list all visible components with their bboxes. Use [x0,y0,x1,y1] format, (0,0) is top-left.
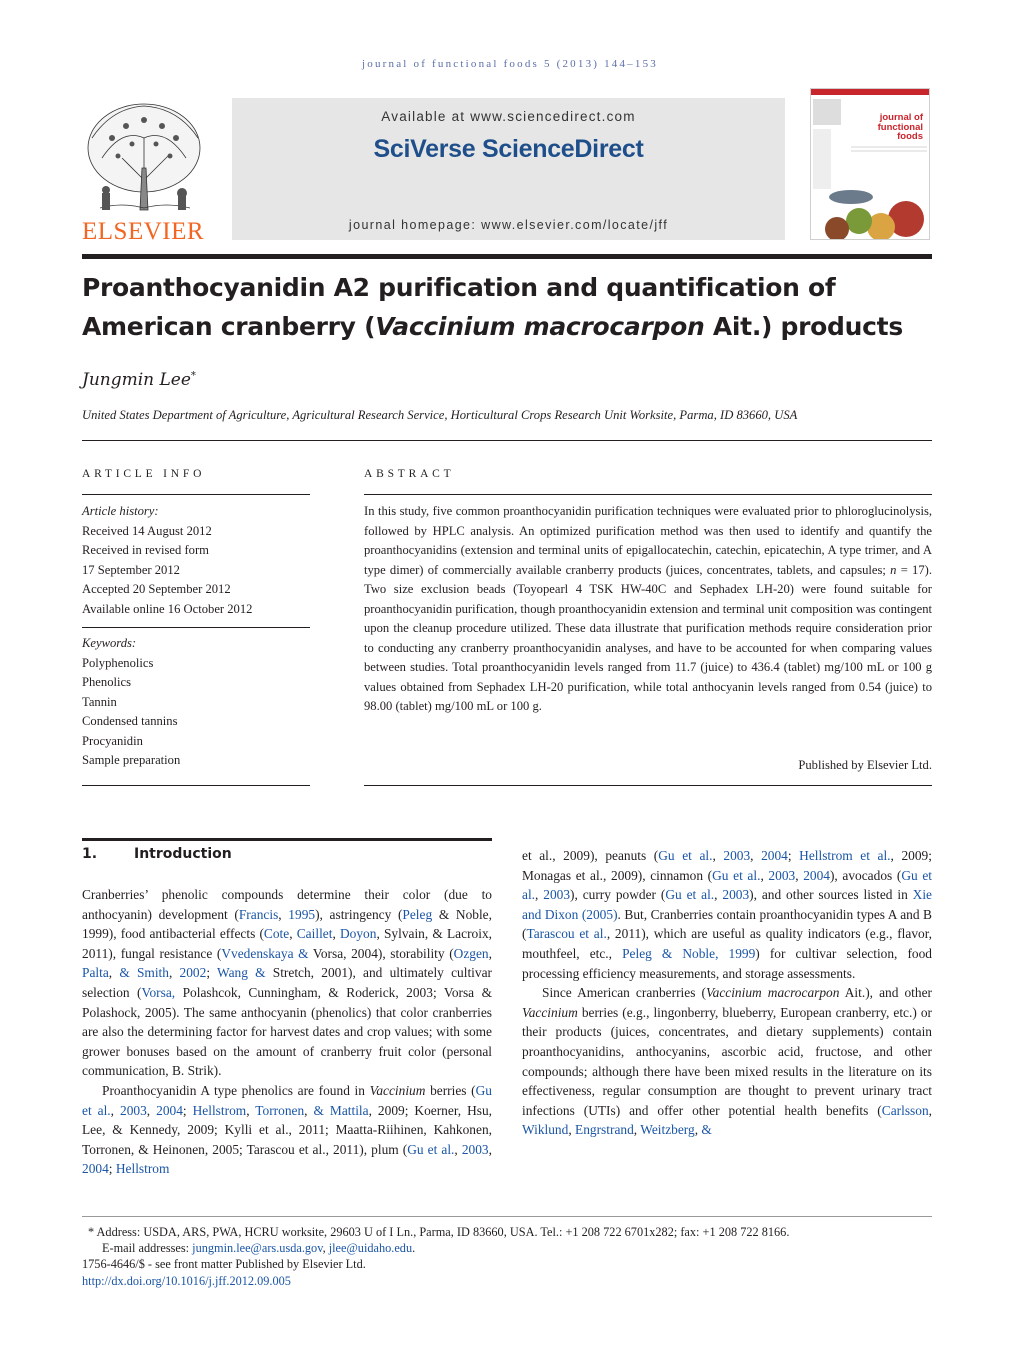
abstract-part: = 17). Two size exclusion beads (Toyopearl 4 TSK HW-40C and Sephadex LH-20) were found suitable for proanthocyanidin purification, though proanthocyanidin extension and terminal unit composition was contingent upon the cleanup procedure utilized. These data illustrate that purification methods require consideration prior to conducting any cranberry proanthocyanidin analyses, and have to be accounted for when comparing values between studies. Total proanthocyanidin levels ranged from 11.7 (juice) to 436.4 (tablet) mg/100 mL or 100 g values obtained from Sephadex LH-20 purification, while total anthocyanin levels ranged from 0.54 (juice) to 98.00 (tablet) mg/100 mL or 100 g. [364,562,932,713]
author [82,370,196,390]
section-rule [82,838,492,841]
keyword: Tannin [82,694,117,709]
section-heading [82,846,232,862]
cover-title: journal of functional foods [877,112,923,142]
section-title: Introduction [134,846,232,862]
history-label: Article history: [82,504,159,518]
keyword: Sample preparation [82,753,181,767]
divider [82,785,310,786]
body-column-right [522,846,932,1140]
abstract-n: n [890,562,897,577]
issn-line: 1756-4646/$ - see front matter Published by Elsevier Ltd. [82,1257,366,1272]
keywords [82,634,310,771]
section-number: 1. [82,846,98,862]
species-name: Vaccinium macrocarpon [375,312,705,341]
divider [364,494,932,495]
published-by: Published by Elsevier Ltd. [798,758,932,772]
history-item: Accepted 20 September 2012 [82,582,231,596]
title-line-2 [82,307,942,346]
email-link[interactable]: jungmin.lee@ars.usda.gov [192,1241,323,1256]
divider [82,627,310,628]
history-item: 17 September 2012 [82,562,180,577]
title-part: Ait.) products [704,312,903,341]
sciencedirect-banner [232,98,785,240]
email-label: E-mail addresses: [102,1241,193,1256]
body-column-left [82,885,492,1179]
title-line-1: Proanthocyanidin A2 purification and quantification of [82,273,836,302]
available-at: Available at www.sciencedirect.com [381,109,636,124]
keyword: Procyanidin [82,733,143,748]
keyword: Condensed tannins [82,714,178,728]
masthead-rule [82,254,932,259]
running-head: journal of functional foods 5 (2013) 144–153 [362,58,658,70]
history-item: Available online 16 October 2012 [82,601,253,616]
doi-link[interactable]: http://dx.doi.org/10.1016/j.jff.2012.09.005 [82,1273,291,1288]
corresponding-mark[interactable]: * [190,370,196,382]
footnote [82,1224,942,1289]
journal-homepage[interactable]: journal homepage: www.elsevier.com/locate/jff [348,218,669,232]
abstract-heading: ABSTRACT [364,468,455,480]
history-item: Received 14 August 2012 [82,523,212,538]
keyword: Phenolics [82,675,131,689]
keyword: Polyphenolics [82,655,154,670]
article-info-heading: ARTICLE INFO [82,468,206,480]
paragraph: Cranberries’ phenolic compounds determine their color (due to anthocyanin) development (Francis, 1995), astringency (Peleg & Noble, 1999), food antibacterial effects (Cote, Caillet, Doyon, Sylvain, & Lacroix, 2011), fungal resistance (Vvedenskaya & Vorsa, 2004), storability (Ozgen, Palta, & Smith, 2002; Wang & Stretch, 2001), and ultimately cultivar selection (Vorsa, Polashcok, Cunningham, & Roderick, 2003; Vorsa & Polashock, 2005). The same anthocyanin (phenolics) that color cranberries are also the determining factor for harvest dates and crop values; with some grower bonuses based on the amount of cranberry fruit color (personal communication, B. Strik). [82,887,492,1079]
paragraph: et al., 2009), peanuts (Gu et al., 2003, 2004; Hellstrom et al., 2009; Monagas et al., 2009), cinnamon (Gu et al., 2003, 2004), avocados (Gu et al., 2003), curry powder (Gu et al., 2003), and other sources listed in Xie and Dixon (2005). But, Cranberries contain proanthocyanidin types A and B (Tarascou et al., 2011), which are useful as quality indicators (e.g., flavor, mouthfeel, etc., Peleg & Noble, 1999) for cultivar selection, food processing efficiency measurements, and storage assessments. [522,848,933,981]
paragraph: Proanthocyanidin A type phenolics are found in Vaccinium berries (Gu et al., 2003, 2004; Hellstrom, Torronen, & Mattila, 2009; Koerner, Hsu, Lee, & Kennedy, 2009; Kylli et al., 2011; Maatta-Riihinen, Kahkonen, Torronen, & Heinonen, 2005; Tarascou et al., 2011), plum (Gu et al., 2003, 2004; Hellstrom [82,1082,492,1177]
paragraph: Since American cranberries (Vaccinium macrocarpon Ait.), and other Vaccinium berries (e.g., lingonberry, blueberry, European cranberry, etc.) or their products (juices, concentrates, and dietary supplements) contain proanthocyanidins, anthocyanins, ascorbic acid, fructose, and other compounds; although there have been mixed results in the literature on its effectiveness, regular consumption are thought to prevent urinary tract infections (UTIs) and offer other potential health benefits (Carlsson, Wiklund, Engrstrand, Weitzberg, & [522,985,933,1138]
email-link[interactable]: jlee@uidaho.edu [328,1241,413,1256]
abstract-text [364,502,932,717]
article-history [82,502,310,619]
divider [82,440,932,441]
footnote-rule [82,1216,932,1217]
keywords-label: Keywords: [82,636,137,650]
journal-cover [810,88,930,240]
author-name: Jungmin Lee [82,370,191,390]
footnote-address: * Address: USDA, ARS, PWA, HCRU worksite, 29603 U of I Ln., Parma, ID 83660, USA. Tel.: +1 208 722 6701x282; fax: +1 208 722 8166. [88,1225,790,1239]
article-title [82,268,942,346]
footnote-emails: E-mail addresses: jungmin.lee@ars.usda.gov, jlee@uidaho.edu. [102,1241,416,1256]
sciverse-brand: SciVerse ScienceDirect [373,135,644,163]
elsevier-wordmark: ELSEVIER [82,218,205,245]
history-item: Received in revised form [82,543,209,557]
abstract-part: In this study, five common proanthocyanidin purification techniques were evaluated prior to phloroglucinolysis, followed by HPLC analysis. An optimized purification method was then used to identify and quantify the proanthocyanidins (extension and terminal units of epigallocatechin, catechin, epicatechin, A type trimer, and A type dimer) of commercially available cranberry products (juices, concentrates, tablets, and capsules; [364,504,932,577]
divider [82,494,310,495]
affiliation: United States Department of Agriculture, Agricultural Research Service, Horticultural Crops Research Unit Worksite, Parma, ID 83660, USA [82,408,798,422]
title-part: American cranberry ( [82,312,376,341]
divider [364,785,932,786]
